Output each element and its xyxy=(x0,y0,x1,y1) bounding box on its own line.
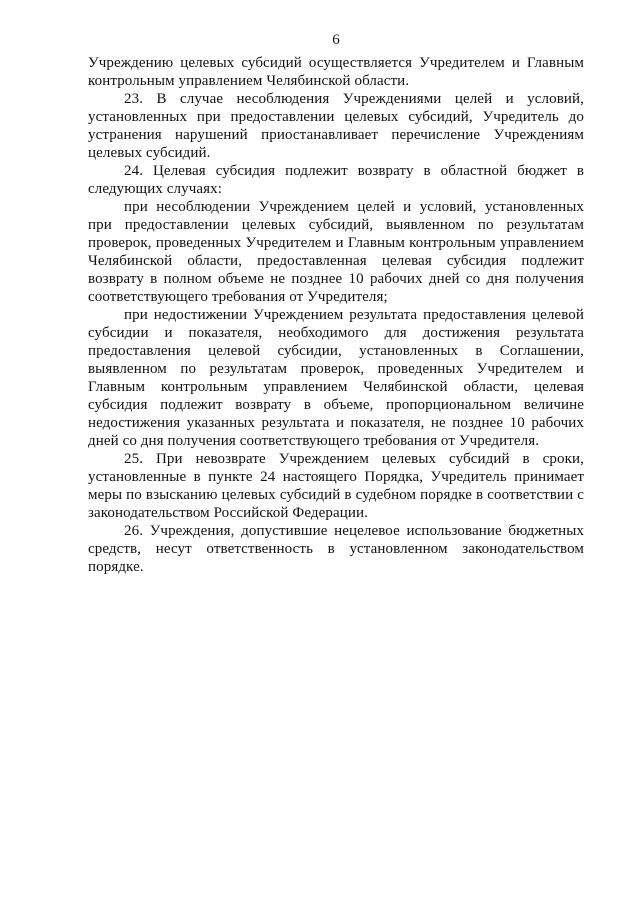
paragraph-continuation: Учреждению целевых субсидий осуществляется Учредителем и Главным контрольным управлением Челябинской области. xyxy=(88,55,584,89)
page-number: 6 xyxy=(332,32,340,48)
paragraph-item-24: 24. Целевая субсидия подлежит возврату в областной бюджет в следующих случаях: xyxy=(88,163,584,197)
paragraph-item-23: 23. В случае несоблюдения Учреждениями целей и условий, установленных при предоставлении целевых субсидий, Учредитель до устранения нарушений приостанавливает перечисление Учреждениям целевых субсидий. xyxy=(88,91,584,161)
paragraph-item-26: 26. Учреждения, допустившие нецелевое использование бюджетных средств, несут ответственность в установленном законодательством порядке. xyxy=(88,523,584,575)
document-page xyxy=(88,30,584,576)
paragraph-item-24-case-2: при недостижении Учреждением результата предоставления целевой субсидии и показателя, необходимого для достижения результата предоставления целевой субсидии, установленных в Соглашении, выявленном по результатам проверок, проведенных Учредителем и Главным контрольным управлением Челябинской области, целевая субсидия подлежит возврату в объеме, пропорциональном величине недостижения указанных результата и показателя, не позднее 10 рабочих дней со дня получения соответствующего требования от Учредителя. xyxy=(88,307,584,449)
paragraph-item-24-case-1: при несоблюдении Учреждением целей и условий, установленных при предоставлении целевых субсидий, выявленном по результатам проверок, проведенных Учредителем и Главным контрольным управлением Челябинской области, предоставленная целевая субсидия подлежит возврату в полном объеме не позднее 10 рабочих дней со дня получения соответствующего требования от Учредителя; xyxy=(88,199,584,305)
paragraph-item-25: 25. При невозврате Учреждением целевых субсидий в сроки, установленные в пункте 24 настоящего Порядка, Учредитель принимает меры по взысканию целевых субсидий в судебном порядке в соответствии с законодательством Российской Федерации. xyxy=(88,451,584,521)
